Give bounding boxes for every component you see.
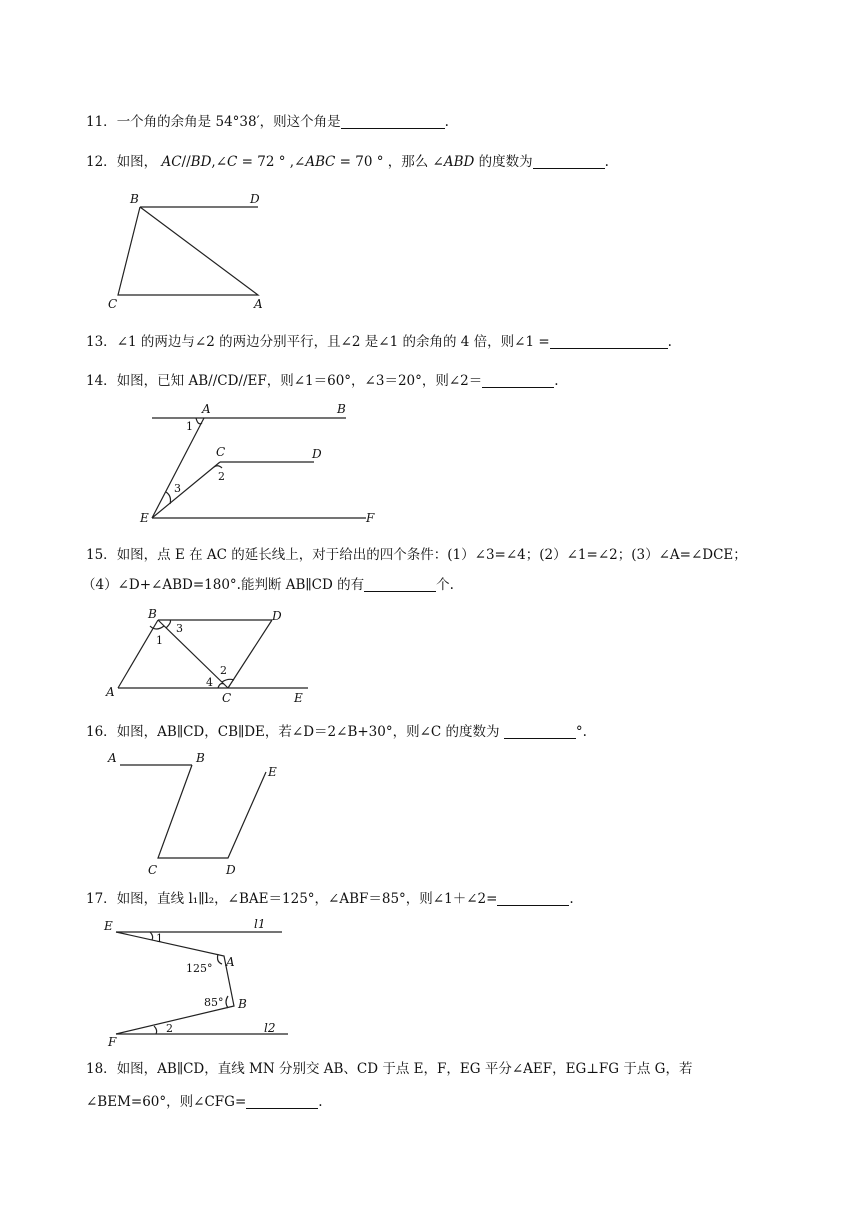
angle-label-2: 2	[218, 470, 225, 483]
angle-arc-2	[214, 466, 222, 468]
answer-blank[interactable]	[550, 334, 668, 349]
answer-blank[interactable]	[504, 724, 576, 739]
label-b: B	[238, 997, 247, 1011]
segment-cd	[228, 620, 272, 688]
label-e: E	[294, 691, 303, 705]
segment-ce	[152, 462, 220, 518]
figure-q17	[100, 914, 300, 1048]
angle-label-1: 1	[156, 932, 163, 945]
label-d: D	[312, 447, 322, 461]
path-bcde	[158, 765, 266, 858]
answer-blank[interactable]	[246, 1094, 318, 1109]
segment-ae	[152, 418, 204, 518]
label-b: B	[196, 751, 205, 765]
question-15: 15．如图，点 E 在 AC 的延长线上，对于给出的四个条件：(1）∠3=∠4；(2）∠1=∠2；(3）∠A=∠DCE；	[86, 547, 747, 563]
angle-label-3: 3	[174, 482, 181, 495]
question-18: 18．如图，AB∥CD，直线 MN 分别交 AB、CD 于点 E，F，EG 平分∠AEF，EG⊥FG 于点 G，若	[86, 1061, 693, 1077]
answer-blank[interactable]	[364, 577, 436, 592]
segment-bc	[158, 620, 228, 688]
label-e: E	[104, 919, 113, 933]
angle-arc-1	[150, 626, 164, 629]
label-l2: l2	[264, 1021, 276, 1035]
label-l1: l1	[254, 917, 266, 931]
angle-label-1: 1	[156, 634, 163, 647]
label-e: E	[268, 765, 277, 779]
question-18-line-2: ∠BEM=60°，则∠CFG= .	[86, 1094, 323, 1110]
label-d: D	[250, 192, 260, 206]
label-c: C	[216, 445, 226, 459]
label-b: B	[130, 192, 139, 206]
angle-label-1: 1	[186, 420, 193, 433]
segment-ab	[118, 620, 158, 688]
question-16: 16．如图，AB∥CD，CB∥DE，若∠D＝2∠B+30°，则∠C 的度数为 °.	[86, 724, 587, 740]
label-a: A	[254, 297, 263, 311]
question-11: 11．一个角的余角是 54°38′，则这个角是 .	[86, 114, 449, 130]
angle-label-4: 4	[206, 676, 213, 689]
label-c: C	[222, 691, 232, 705]
label-b: B	[337, 402, 346, 416]
answer-blank[interactable]	[497, 891, 569, 906]
question-15-line-2: （4）∠D+∠ABD=180°.能判断 AB∥CD 的有 个.	[82, 577, 454, 593]
angle-label-125: 125°	[186, 962, 213, 975]
label-f: F	[108, 1035, 117, 1048]
angle-label-3: 3	[176, 622, 183, 635]
label-f: F	[366, 511, 375, 525]
label-b: B	[148, 607, 157, 621]
question-14: 14．如图，已知 AB//CD//EF，则∠1＝60°，∠3＝20°，则∠2＝ .	[86, 373, 559, 389]
label-a: A	[108, 751, 117, 765]
angle-label-85: 85°	[204, 996, 224, 1009]
figure-q16	[100, 748, 300, 880]
answer-blank[interactable]	[482, 373, 554, 388]
question-13: 13．∠1 的两边与∠2 的两边分别平行，且∠2 是∠1 的余角的 4 倍，则∠1 = .	[86, 334, 672, 350]
label-d: D	[226, 863, 236, 877]
angle-label-2: 2	[220, 664, 227, 677]
question-17: 17．如图，直线 l₁∥l₂，∠BAE＝125°，∠ABF＝85°，则∠1＋∠2= .	[86, 891, 574, 907]
angle-arc-3	[166, 492, 171, 504]
answer-blank[interactable]	[341, 114, 445, 129]
answer-blank[interactable]	[533, 154, 605, 169]
figure-q14	[130, 398, 390, 530]
path-eabf	[116, 932, 234, 1034]
angle-arc-4	[218, 684, 224, 689]
label-c: C	[148, 863, 158, 877]
angle-label-2: 2	[166, 1022, 173, 1035]
question-12: 12．如图， 𝐴𝐶//𝐵𝐷,∠𝐶 = 72 ° ,∠𝐴𝐵𝐶 = 70 ° ，那么 ∠𝐴𝐵𝐷 的度数为 .	[86, 154, 609, 170]
angle-arc-1	[196, 418, 202, 424]
label-c: C	[108, 297, 118, 311]
label-e: E	[140, 511, 149, 525]
label-d: D	[272, 609, 282, 623]
angle-arc-85	[226, 996, 228, 1008]
angle-arc-3	[166, 620, 171, 628]
figure-q12	[100, 186, 280, 316]
triangle-abc	[118, 207, 258, 295]
label-a: A	[202, 402, 211, 416]
figure-q15	[98, 606, 318, 706]
angle-arc-2	[154, 1026, 157, 1034]
label-a: A	[106, 685, 115, 699]
angle-arc-1	[150, 932, 153, 940]
label-a: A	[226, 955, 235, 969]
